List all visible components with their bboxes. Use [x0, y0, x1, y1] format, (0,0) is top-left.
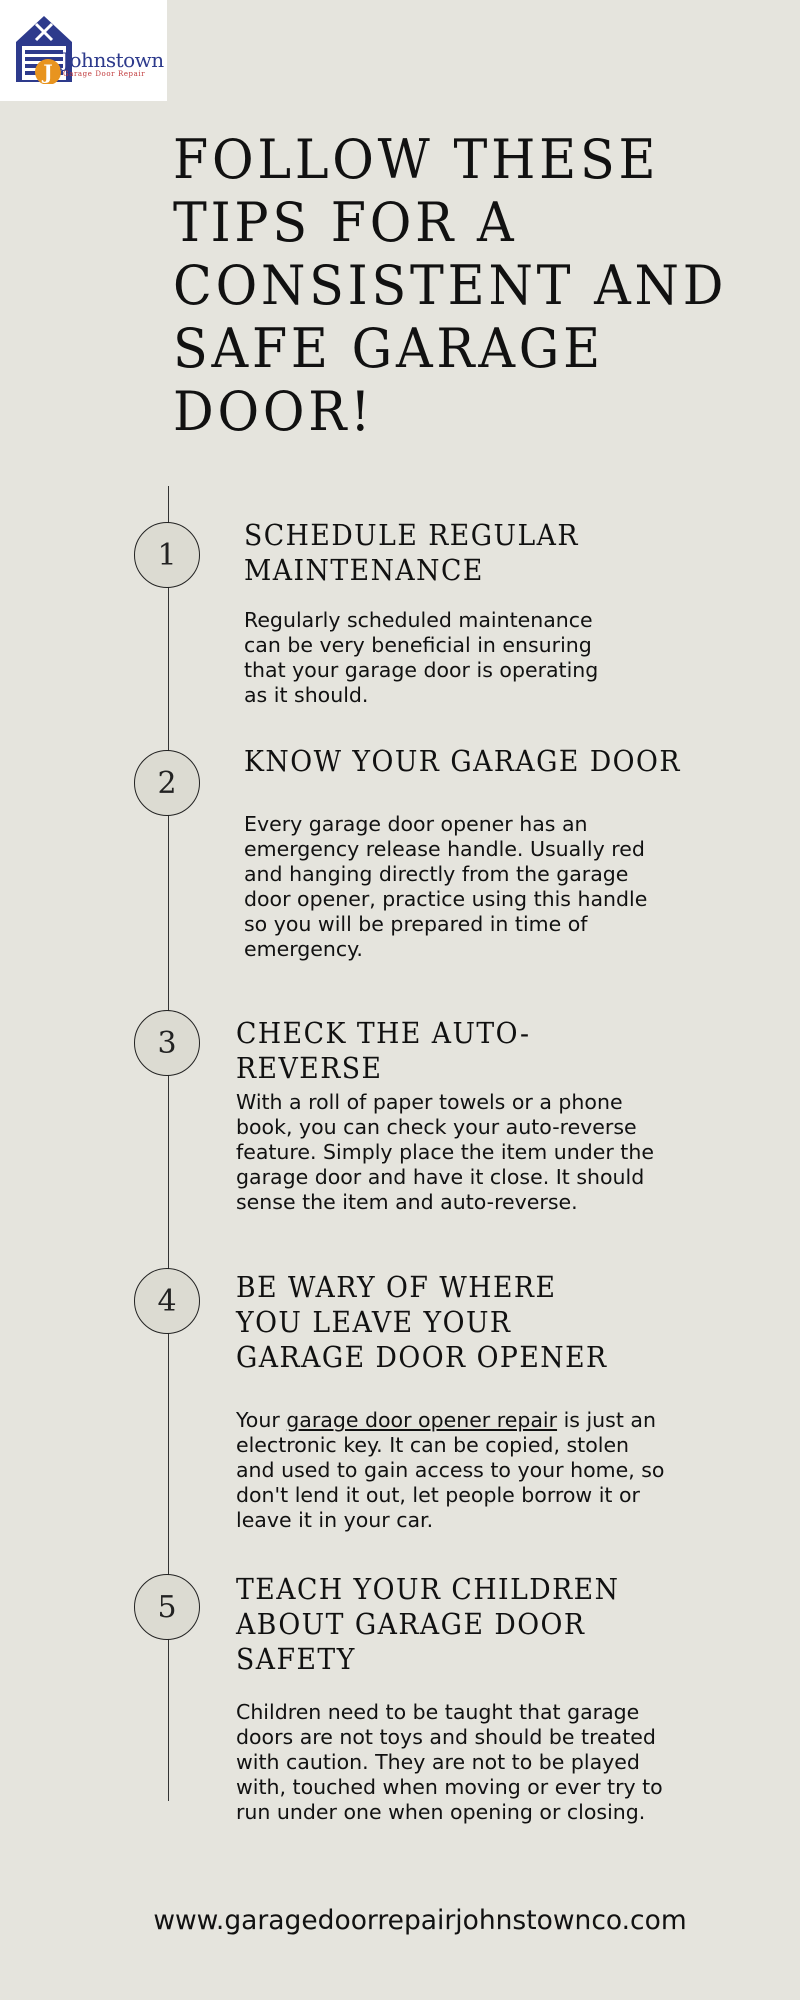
tip-4-body: Your garage door opener repair is just an electronic key. It can be copied, stolen and used to gain access to your home, so don't lend it out, let people borrow it or leave it in your car.	[236, 1408, 665, 1532]
tip-5-title: TEACH YOUR CHILDREN ABOUT GARAGE DOOR SAFETY	[236, 1572, 620, 1676]
tip-1-body: Regularly scheduled maintenance can be very beneficial in ensuring that your garage door is operating as it should.	[244, 608, 599, 707]
garage-door-opener-repair-link[interactable]: garage door opener repair	[286, 1408, 558, 1432]
tip-3-title: CHECK THE AUTO-REVERSE	[236, 1016, 531, 1085]
website-url-link[interactable]: www.garagedoorrepairjohnstownco.com	[153, 1905, 687, 1936]
step-1-number: 1	[134, 522, 200, 588]
step-3-number: 3	[134, 1010, 200, 1076]
logo-brand: Johnstown	[62, 48, 164, 72]
page-title: FOLLOW THESE TIPS FOR A CONSISTENT AND SAFE GARAGE DOOR!	[173, 128, 728, 443]
logo[interactable]	[0, 0, 167, 101]
step-4-number: 4	[134, 1268, 200, 1334]
tip-3-body: With a roll of paper towels or a phone book, you can check your auto-reverse feature. Simply place the item under the garage door and have it close. It should sense the item and auto-reverse.	[236, 1090, 654, 1214]
tip-1-title: SCHEDULE REGULAR MAINTENANCE	[244, 518, 579, 587]
tip-2-title: KNOW YOUR GARAGE DOOR	[244, 744, 681, 778]
step-5-number: 5	[134, 1574, 200, 1640]
logo-tagline: Garage Door Repair	[63, 70, 146, 78]
tip-5-body: Children need to be taught that garage doors are not toys and should be treated with caution. They are not to be played with, touched when moving or ever try to run under one when opening or closing.	[236, 1700, 663, 1824]
tip-2-body: Every garage door opener has an emergency release handle. Usually red and hanging directly from the garage door opener, practice using this handle so you will be prepared in time of emergency.	[244, 812, 648, 961]
step-2-number: 2	[134, 750, 200, 816]
tip-4-title: BE WARY OF WHERE YOU LEAVE YOUR GARAGE DOOR OPENER	[236, 1270, 608, 1374]
svg-text:J: J	[43, 60, 53, 84]
